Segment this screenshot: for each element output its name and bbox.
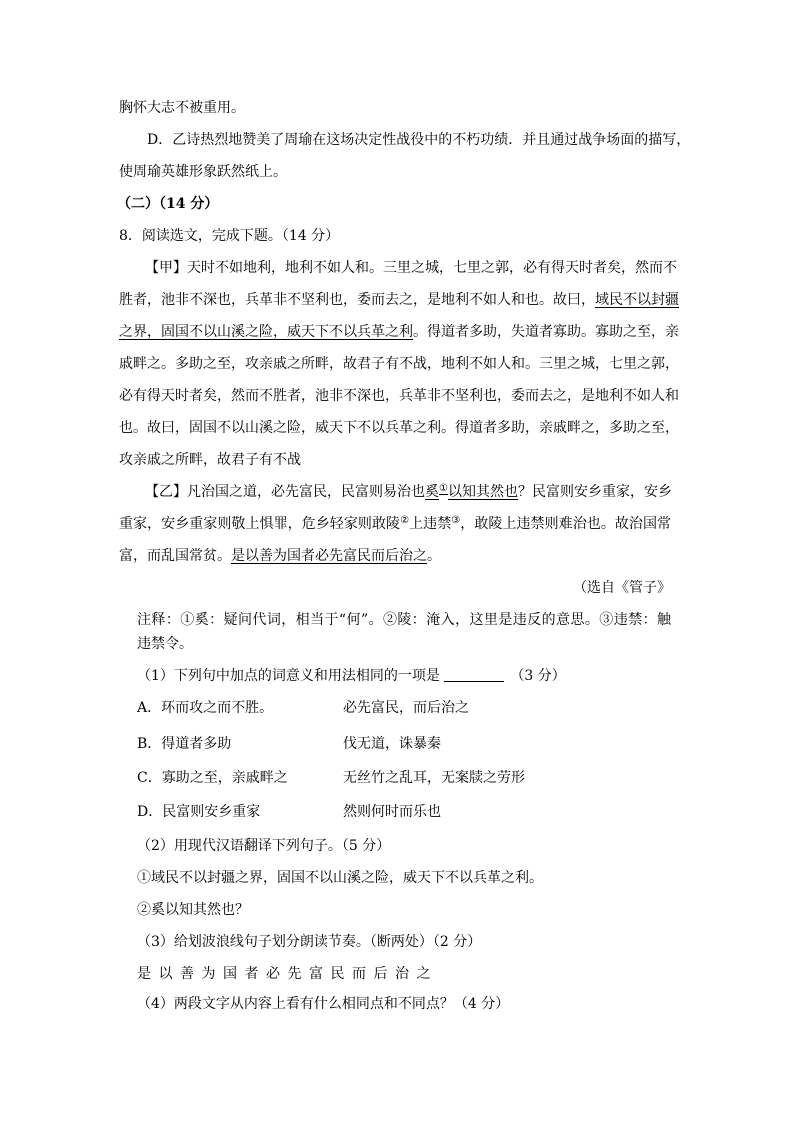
note-marker: ③ — [451, 515, 461, 526]
passage-jia-line: 之界，固国不以山溪之险，威天下不以兵革之利。得道者多助，失道者寡助。寡助之至，亲 — [119, 324, 679, 340]
subquestion-2: （2）用现代汉语翻译下列句子。（5 分） — [137, 838, 391, 854]
passage-jia-line: 【甲】天时不如地利，地利不如人和。三里之城，七里之郭，必有得天时者矣，然而不 — [145, 260, 677, 276]
note-marker: ① — [439, 483, 448, 494]
translate-sentence: ①域民不以封疆之界，固国不以山溪之险，威天下不以兵革之利。 — [137, 870, 543, 886]
passage-tag: 【乙】 — [145, 484, 187, 500]
passage-jia-line: 攻亲戚之所畔，故君子有不战 — [119, 452, 301, 468]
underlined-sentence: 之界，固国不以山溪之险，威天下不以兵革之利 — [119, 324, 413, 340]
text-line: 胸怀大志不被重用。 — [119, 100, 245, 116]
passage-jia-line: 必有得天时者矣，然而不胜者，池非不深也，兵革非不坚利也，委而去之，是地利不如人和 — [119, 388, 679, 404]
underlined-sentence: 域民不以封疆 — [595, 292, 679, 308]
subquestion-1: （1）下列句中加点的词意义和用法相同的一项是 （3 分） — [137, 668, 566, 684]
passage-jia-line: 也。故曰，固国不以山溪之险，威天下不以兵革之利。得道者多助，亲戚畔之，多助之至， — [119, 420, 679, 436]
subquestion-4: （4）两段文字从内容上看有什么相同点和不同点？（4 分） — [137, 996, 510, 1012]
question-title: 8．阅读选文，完成下题。（14 分） — [119, 228, 340, 244]
passage-jia-line: 胜者，池非不深也，兵革非不坚利也，委而去之，是地利不如人和也。故曰，域民不以封疆 — [119, 292, 679, 308]
option-row: C．寡助之至，亲戚畔之 无丝竹之乱耳，无案牍之劳形 — [137, 770, 525, 786]
source-citation: （选自《管子》 — [573, 580, 671, 596]
text-line: 使周瑜英雄形象跃然纸上。 — [119, 164, 287, 180]
notes-line: 违禁令。 — [137, 636, 193, 652]
option-row: D．民富则安乡重家 然则何时而乐也 — [137, 804, 441, 820]
rhythm-sentence: 是以善为国者必先富民而后治之 — [137, 966, 438, 982]
option-row: A．环而攻之而不胜。 必先富民，而后治之 — [137, 700, 469, 716]
passage-tag: 【甲】 — [145, 260, 187, 276]
passage-yi-line: 富，而乱国常贫。是以善为国者必先富民而后治之。 — [119, 548, 441, 564]
section-heading: （二）（14 分） — [117, 196, 219, 212]
option-row: B．得道者多助 伐无道，诛暴秦 — [137, 736, 441, 752]
option-d-line: D．乙诗热烈地赞美了周瑜在这场决定性战役中的不朽功绩．并且通过战争场面的描写， — [147, 132, 691, 148]
passage-yi-line: 【乙】凡治国之道，必先富民，民富则易治也奚①以知其然也？民富则安乡重家，安乡 — [145, 483, 672, 500]
notes-line: 注释：①奚：疑问代词，相当于“何”。②陵：淹入，这里是违反的意思。③违禁：触 — [137, 612, 671, 628]
translate-sentence: ②奚以知其然也？ — [137, 902, 249, 918]
subquestion-3: （3）给划波浪线句子划分朗读节奏。（断两处）（2 分） — [137, 934, 482, 950]
passage-yi-line: 重家，安乡重家则敬上惧罪，危乡轻家则敢陵②上违禁③，敢陵上违禁则难治也。故治国常 — [119, 515, 672, 532]
wavy-underlined-sentence: 是以善为国者必先富民而后治之 — [231, 548, 427, 564]
note-marker: ② — [400, 515, 410, 526]
passage-jia-line: 戚畔之。多助之至，攻亲戚之所畔，故君子有不战，地利不如人和。三里之城，七里之郭， — [119, 356, 679, 372]
answer-blank — [444, 667, 504, 682]
